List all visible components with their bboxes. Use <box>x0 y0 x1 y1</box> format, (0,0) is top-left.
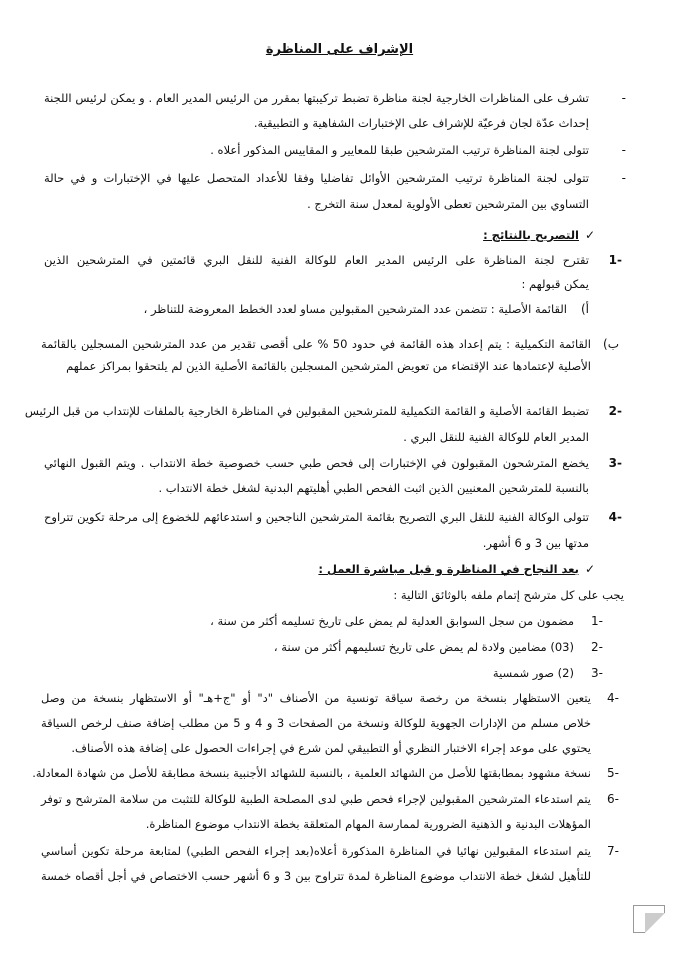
documents-item-1: مضمون من سجل السوابق العدلية لم يمض على تاريخ تسليمه أكثر من سنة ، <box>210 614 574 628</box>
results-item-3-line-2: بالنسبة للمترشحين المعنيين الذين اثبت الفحص الطبي أهليتهم البدنية لشغل خطة الانتداب . <box>158 481 589 495</box>
documents-intro: يجب على كل مترشح إتمام ملفه بالوثائق التالية : <box>393 588 624 602</box>
results-item-4-line-2: مدتها بين 3 و 6 أشهر. <box>482 536 589 550</box>
item-number: -1 <box>591 614 603 628</box>
bullet-marker: - <box>621 171 626 185</box>
documents-item-4-line-2: خلاص مسلم من الإدارات الجهوية للوكالة ونسخة من الصفحات 3 و 4 و 5 من مطلب إضافة صنف لرخص السياقة <box>41 716 591 730</box>
item-number: -2 <box>591 640 603 654</box>
page-number-box <box>633 905 665 933</box>
documents-item-2: (03) مضامين ولادة لم يمض على تاريخ تسليمهم أكثر من سنة ، <box>273 640 574 654</box>
intro-item-2-line-1: تتولى لجنة المناظرة ترتيب المترشحين طبقا للمعايير و المقاييس المذكور أعلاه . <box>210 143 589 157</box>
documents-item-7-line-2: للتأهيل لشغل خطة الانتداب موضوع المناظرة لمدة تتراوح بين 3 و 6 أشهر حسب الاختصاص في أجل أقصاه خمسة <box>41 869 591 883</box>
documents-item-6-line-1: يتم استدعاء المترشحين المقبولين لإجراء فحص طبي لدى المصلحة الطبية للوكالة للتثبت من سلامة المترشح و توفر <box>41 792 591 806</box>
subitem-complementary-list-line-1: القائمة التكميلية : يتم إعداد هذه القائمة في حدود 50 % على أقصى تقدير من عدد المترشحين المسجلين بالقائمة <box>41 337 591 351</box>
item-number: -3 <box>608 456 622 470</box>
subitem-original-list: القائمة الأصلية : تتضمن عدد المترشحين المقبولين مساو لعدد الخطط المعروضة للتناظر ، <box>143 302 567 316</box>
page-curl-icon <box>645 913 665 933</box>
results-item-4-line-1: تتولى الوكالة الفنية للنقل البري التصريح بقائمة المترشحين الناجحين و استدعائهم للخضوع إلى مرحلة تكوين تتراوح <box>44 510 589 524</box>
bullet-marker: - <box>621 91 626 105</box>
item-number: -2 <box>608 404 622 418</box>
subitem-marker: أ) <box>580 302 589 316</box>
item-number: -6 <box>607 792 619 806</box>
intro-item-3-line-1: تتولى لجنة المناظرة ترتيب المترشحين الأوائل تفاضليا وفقا للأعداد المتحصل عليها في الإختبارات و في حالة <box>44 171 589 185</box>
intro-item-3-line-2: التساوي بين المترشحين تعطى الأولوية لمعدل سنة التخرج . <box>307 197 589 211</box>
item-number: -3 <box>591 666 603 680</box>
item-number: -4 <box>607 691 619 705</box>
results-item-2-line-1: تضبط القائمة الأصلية و القائمة التكميلية للمترشحين المقبولين في المناظرة الخارجية بالملفات للإنتداب من قبل الرئيس <box>24 404 589 418</box>
documents-item-5: نسخة مشهود بمطابقتها للأصل من الشهائد العلمية ، بالنسبة للشهائد الأجنبية بنسخة مطابقة للأصل من شهادة المعادلة. <box>32 766 591 780</box>
bullet-marker: - <box>621 143 626 157</box>
intro-item-1-line-1: تشرف على المناظرات الخارجية لجنة مناظرة تضبط تركيبتها بمقرر من الرئيس المدير العام . و يمكن لرئيس اللجنة <box>44 91 589 105</box>
item-number: -5 <box>607 766 619 780</box>
documents-item-6-line-2: المؤهلات البدنية و الذهنية الضرورية لممارسة المهام المتعلقة بخطة الانتداب موضوع المناظرة. <box>145 817 591 831</box>
item-number: -4 <box>608 510 622 524</box>
section-heading-after-success: بعد النجاح في المناظرة و قبل مباشرة العمل : <box>318 562 579 576</box>
subitem-complementary-list-line-2: الأصلية لإعتمادها عند الإقتضاء من تعويض المترشحين المسجلين بالقائمة الأصلية الذين لم يلتحقوا بمراكز عملهم <box>66 359 591 373</box>
checkmark-icon: ✓ <box>584 228 595 242</box>
section-heading-results: التصريح بالنتائج : <box>483 228 579 242</box>
documents-item-4-line-1: يتعين الاستظهار بنسخة من رخصة سياقة تونسية من الأصناف "د" أو "ج+هـ" أو الاستظهار بنسخة من وصل <box>41 691 591 705</box>
results-item-1-line-2: يمكن قبولهم : <box>521 277 589 291</box>
results-item-2-line-2: المدير العام للوكالة الفنية للنقل البري . <box>403 430 589 444</box>
documents-item-4-line-3: يحتوي على موعد إجراء الاختبار النظري أو التطبيقي لمن شرع في إجراءات الحصول على إضافة هذه الأصناف. <box>71 741 591 755</box>
results-item-1-line-1: تقترح لجنة المناظرة على الرئيس المدير العام للوكالة الفنية للنقل البري قائمتين في المترشحين الذين <box>44 253 589 267</box>
item-number: -1 <box>608 253 622 267</box>
results-item-3-line-1: يخضع المترشحون المقبولون في الإختبارات إلى فحص طبي حسب خصوصية خطة الانتداب . ويتم القبول النهائي <box>44 456 589 470</box>
subitem-marker: ب) <box>603 337 619 351</box>
checkmark-icon: ✓ <box>584 562 595 576</box>
page-number: 8 <box>645 913 653 924</box>
page-title: الإشراف على المناظرة <box>265 42 414 57</box>
intro-item-1-line-2: إحداث عدّة لجان فرعيّة للإشراف على الإختبارات الشفاهية و التطبيقية. <box>253 116 589 130</box>
item-number: -7 <box>607 844 619 858</box>
documents-item-7-line-1: يتم استدعاء المقبولين نهائيا في المناظرة المذكورة أعلاه(بعد إجراء الفحص الطبي) لمتابعة مرحلة تكوين أساسي <box>41 844 591 858</box>
documents-item-3: (2) صور شمسية <box>492 666 574 680</box>
